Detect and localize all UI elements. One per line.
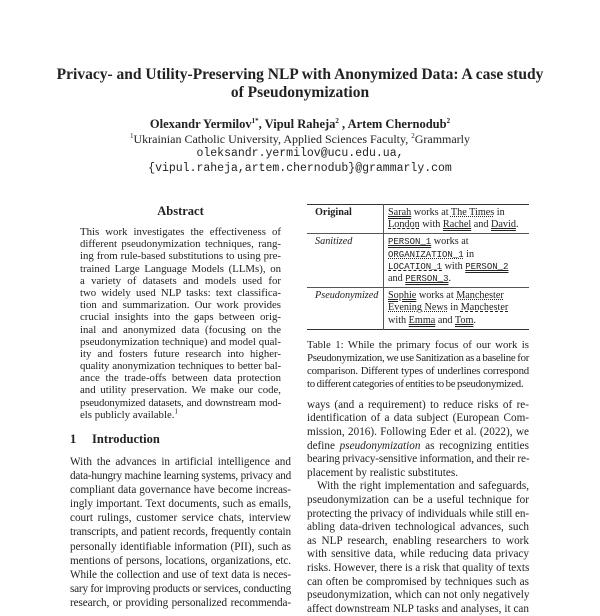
text-line: two widely used NLP tasks: text classifica- — [80, 286, 281, 299]
entity-span: ORGANIZATION_1 — [388, 249, 464, 260]
entity-span: Manchester Evening News — [388, 290, 504, 314]
text-line — [307, 440, 529, 454]
text-line: placement by realistic substitutes. — [307, 466, 458, 479]
author-name: , Vipul Raheja — [258, 117, 336, 131]
text-line: ity and fosters future research into higher- — [80, 347, 281, 360]
entity-span: PERSON_3 — [405, 274, 449, 285]
section-title: Introduction — [92, 432, 160, 446]
text: with — [388, 314, 409, 326]
text-line: to different categories of entities to be pseudonymized. — [307, 377, 524, 390]
text-line: ingly important. Text documents, such as emails, — [70, 498, 291, 511]
paper-title — [0, 66, 600, 102]
entity-span: Sarah — [388, 207, 412, 218]
text: works at — [431, 236, 469, 248]
footnote-mark[interactable]: 1 — [174, 407, 178, 416]
text: . — [473, 314, 476, 326]
text-line: With the advances in artificial intelligence and — [70, 456, 291, 468]
text-line: can often be compromised by techniques such as — [307, 575, 529, 588]
text-line — [80, 409, 281, 421]
text: in — [447, 302, 461, 314]
text-line: trained Large Language Models (LLMs), on — [80, 262, 281, 275]
text-line: inal and anonymized data (focusing on the — [80, 323, 281, 336]
row-example — [384, 288, 530, 330]
title-line: of Pseudonymization — [230, 84, 370, 101]
text: in — [494, 207, 505, 218]
table-row — [307, 234, 529, 288]
text-line: data-hungry machine learning systems, privacy and — [70, 470, 291, 483]
text: . — [448, 273, 452, 285]
text: as recognizing entities — [420, 439, 529, 452]
table-row — [307, 288, 529, 330]
table-1 — [307, 204, 529, 330]
abstract-heading: Abstract — [157, 204, 204, 218]
text-line: ing from rule-based substitutions to using pre- — [80, 250, 281, 263]
text: with — [419, 219, 443, 231]
affiliations — [0, 132, 600, 147]
text-line: with sensitive data, while reducing data privacy — [307, 548, 529, 561]
entity-span: LOCATION_1 — [388, 261, 443, 272]
text-line: different pseudonymization techniques, rang- — [80, 238, 281, 251]
entity-span: PERSON_2 — [465, 261, 509, 272]
text-line: crucial insights into the gaps between orig- — [80, 311, 281, 324]
row-example — [384, 234, 530, 288]
term: pseudonymization — [339, 439, 421, 452]
abstract-body — [80, 226, 281, 421]
text-line: personally identifiable information (PII), such as — [70, 540, 291, 553]
text: and — [471, 219, 492, 231]
email[interactable]: oleksandr.yermilov@ucu.edu.ua, — [196, 147, 404, 160]
affil-text: Grammarly — [414, 132, 471, 146]
text-line: tion and summarization. Our work provides — [80, 299, 281, 312]
entity-span: Rachel — [442, 219, 472, 231]
author-sup: 1* — [251, 116, 259, 125]
affil-sup: 1 — [129, 132, 134, 140]
entity-span: London — [388, 219, 420, 231]
entity-span: PERSON_1 — [388, 237, 432, 248]
text-line: as NLP research, enabling researchers to work — [307, 534, 529, 547]
entity-span: Emma — [408, 314, 436, 326]
text: in — [463, 248, 475, 260]
text: with — [442, 260, 466, 272]
text-line: mission, 2016). Following Eder et al. (2022), we — [307, 426, 529, 439]
text-line: research, or providing personalized recommenda- — [70, 596, 291, 609]
section-number: 1 — [70, 432, 77, 446]
right-column-body — [307, 399, 529, 616]
text-line: Table 1: While the primary focus of our work is — [307, 338, 529, 351]
text-line: mentions of persons, locations, organizations, etc. — [70, 554, 291, 567]
author-sup: 2 — [446, 116, 451, 125]
text: . — [515, 219, 519, 231]
text: works at — [416, 290, 457, 302]
text: els publicly available. — [80, 408, 175, 421]
email[interactable]: {vipul.raheja,artem.chernodub}@grammarly.com — [148, 161, 452, 175]
text-line: quality anonymization techniques to better bal- — [80, 360, 281, 373]
table-row — [307, 205, 529, 234]
text-line: This work investigates the effectiveness of — [80, 226, 281, 238]
text-line: risks. However, there is a risk that quality of texts — [307, 561, 530, 574]
text: and — [388, 273, 406, 285]
entity-span: Tom — [454, 314, 474, 326]
title-line: Privacy- and Utility-Preserving NLP with Anonymized Data: A case study — [56, 66, 544, 83]
text: define — [307, 439, 340, 452]
text-line: pseudonymization, which can not only negatively — [307, 589, 530, 602]
text-line: abling data-driven technological advances, such — [307, 521, 529, 534]
text-line: With the right implementation and safeguards, — [317, 480, 529, 493]
entity-span: Manchester — [460, 302, 509, 314]
text-line: sary for improving products or services, conducting — [70, 582, 291, 595]
affil-sup: 2 — [411, 132, 415, 140]
row-example — [384, 205, 530, 234]
entity-span: The Times — [450, 207, 495, 218]
text: works at — [411, 207, 451, 218]
text-line: identification of a data subject (European Com- — [307, 412, 529, 425]
author-list — [0, 117, 600, 132]
text-line: pseudonymization can be a useful technique for — [307, 493, 529, 506]
text-line: and utility preservation. We make our code, — [80, 384, 281, 397]
text-line: ance the trade-offs between data protection — [80, 372, 281, 385]
entity-span: Sophie — [388, 290, 417, 302]
text-line: Pseudonymization, we use Sanitization as a baseline for — [307, 351, 529, 364]
right-column — [307, 204, 529, 616]
emails — [0, 147, 600, 176]
text-line: pseudonymized datasets, and downstream mod- — [80, 396, 281, 409]
text: and — [435, 314, 455, 326]
text-line: court rulings, customer service chats, interview — [70, 512, 291, 525]
row-label: Sanitized — [307, 234, 384, 288]
author-sup: 2 — [335, 116, 339, 125]
text-line: While the collection and use of text data is neces- — [70, 568, 291, 581]
row-label: Original — [307, 205, 384, 234]
text-line: compliant data governance have become increas- — [70, 484, 291, 497]
section-heading-introduction — [70, 432, 291, 447]
text-line: pseudonymization technique) and model qual- — [80, 335, 281, 348]
author-name: Olexandr Yermilov — [149, 117, 252, 131]
text-line: transcripts, and patient records, frequently contain — [70, 526, 291, 539]
author-name: , Artem Chernodub — [338, 117, 447, 131]
text-line: protecting the privacy of individuals while still en- — [307, 507, 529, 520]
text-line: a variety of datasets and models used for — [80, 274, 281, 287]
text-line: comparison. Different types of underlines correspond — [307, 364, 529, 377]
table-caption — [307, 339, 529, 391]
text-line: bearing privacy-sensitive information, and their re- — [307, 453, 530, 466]
text-line: ways (and a requirement) to reduce risks of re- — [307, 398, 529, 411]
entity-span: David — [491, 219, 516, 231]
row-label: Pseudonymized — [307, 288, 384, 330]
affil-text: Ukrainian Catholic University, Applied Sciences Faculty, — [133, 132, 412, 146]
text-line: affect downstream NLP tasks and analyses, it can — [307, 602, 529, 615]
introduction-body — [70, 455, 291, 610]
